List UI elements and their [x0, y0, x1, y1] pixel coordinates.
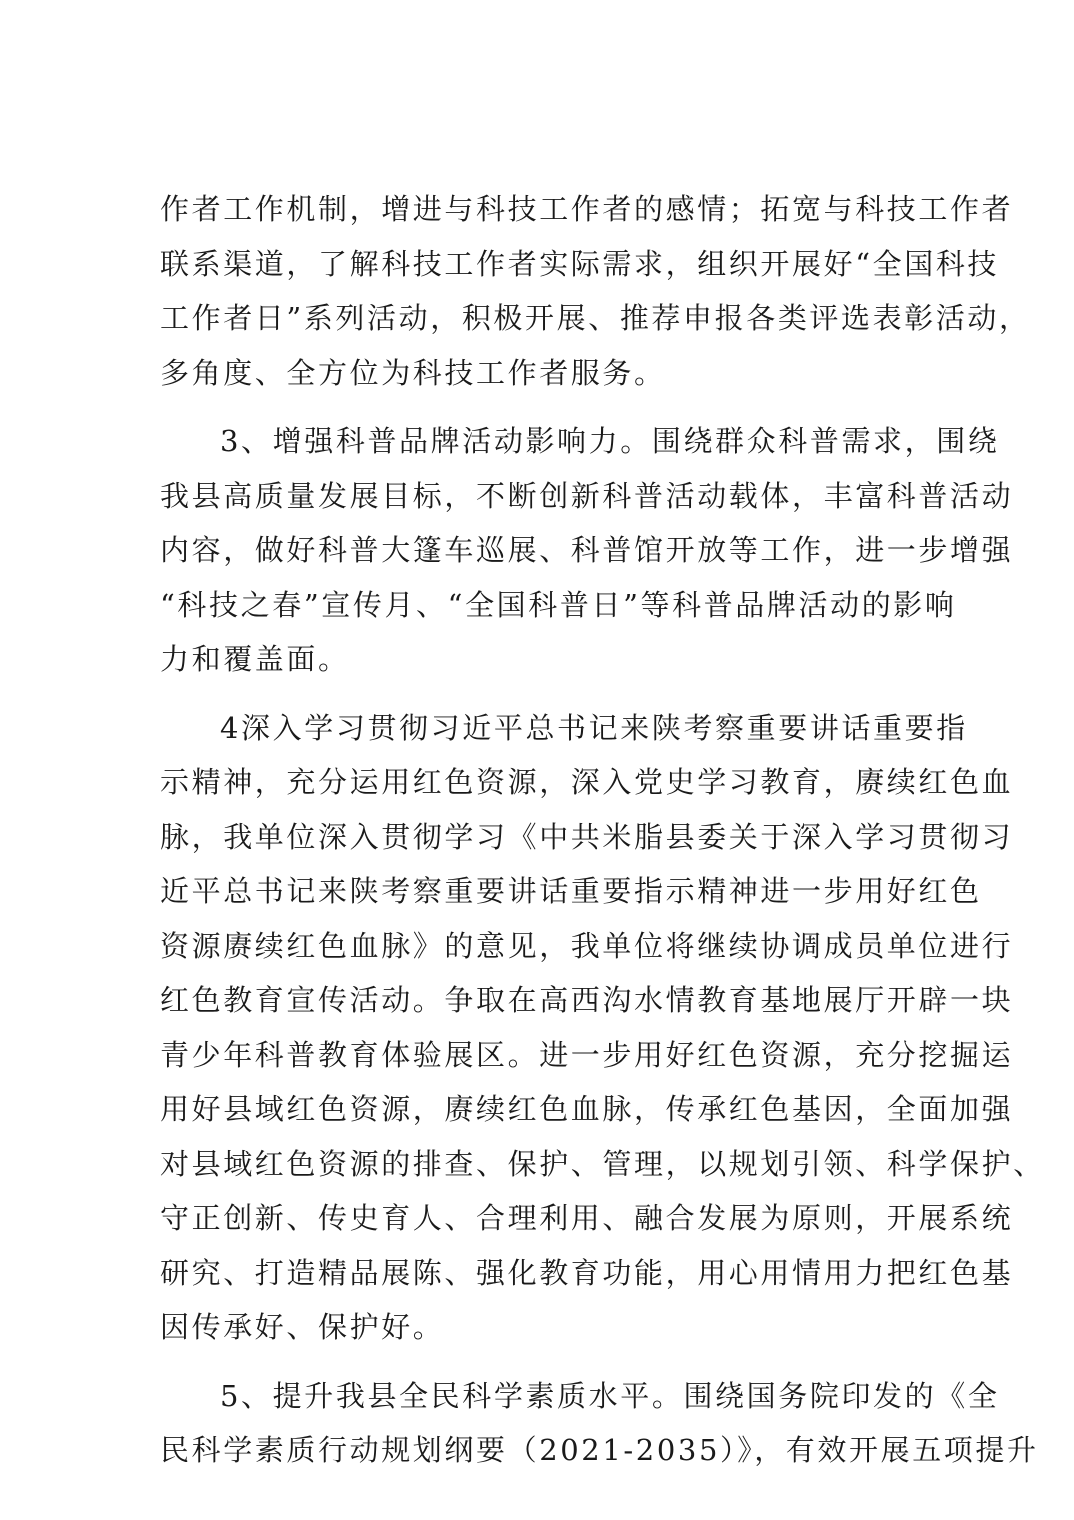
text-line: 脉，我单位深入贯彻学习《中共米脂县委关于深入学习贯彻习 — [160, 819, 1014, 854]
text-line: 联系渠道，了解科技工作者实际需求，组织开展好“全国科技 — [160, 246, 1000, 281]
text-line: 资源赓续红色血脉》的意见，我单位将继续协调成员单位进行 — [160, 928, 1014, 963]
text-line: “科技之春”宣传月、“全国科普日”等科普品牌活动的影响 — [160, 587, 957, 622]
text-line: 4深入学习贯彻习近平总书记来陕考察重要讲话重要指 — [220, 710, 968, 745]
text-line: 作者工作机制，增进与科技工作者的感情；拓宽与科技工作者 — [160, 192, 1014, 226]
paragraph-continuation — [160, 182, 1031, 400]
text-line: 5、提升我县全民科学素质水平。围绕国务院印发的《全 — [220, 1378, 1000, 1413]
text-line: 研究、打造精品展陈、强化教育功能，用心用情用力把红色基 — [160, 1255, 1014, 1290]
text-line: 多角度、全方位为科技工作者服务。 — [160, 355, 666, 390]
document-body — [160, 182, 1045, 1478]
text-line: 近平总书记来陕考察重要讲话重要指示精神进一步用好红色 — [160, 874, 982, 908]
paragraph-item-3 — [160, 414, 1014, 687]
text-line: 对县域红色资源的排查、保护、管理，以规划引领、科学保护、 — [160, 1146, 1045, 1181]
text-line: 内容，做好科普大篷车巡展、科普馆开放等工作，进一步增强 — [160, 533, 1014, 567]
text-line: 守正创新、传史育人、合理利用、融合发展为原则，开展系统 — [160, 1201, 1014, 1235]
text-line: 工作者日”系列活动，积极开展、推荐申报各类评选表彰活动， — [160, 301, 1031, 335]
text-line: 民科学素质行动规划纲要（2021-2035）》，有效开展五项提升 — [160, 1433, 1039, 1467]
text-line: 用好县域红色资源，赓续红色血脉，传承红色基因，全面加强 — [160, 1092, 1014, 1126]
text-line: 3、增强科普品牌活动影响力。围绕群众科普需求，围绕 — [220, 424, 1000, 458]
text-line: 力和覆盖面。 — [160, 642, 350, 676]
text-line: 青少年科普教育体验展区。进一步用好红色资源，充分挖掘运 — [160, 1037, 1014, 1072]
text-line: 我县高质量发展目标，不断创新科普活动载体，丰富科普活动 — [160, 478, 1014, 513]
text-line: 红色教育宣传活动。争取在高西沟水情教育基地展厅开辟一块 — [160, 983, 1014, 1017]
paragraph-item-5 — [160, 1369, 1039, 1478]
text-line: 因传承好、保护好。 — [160, 1310, 445, 1344]
paragraph-item-4 — [160, 701, 1045, 1355]
text-line: 示精神，充分运用红色资源，深入党史学习教育，赓续红色血 — [160, 765, 1014, 799]
